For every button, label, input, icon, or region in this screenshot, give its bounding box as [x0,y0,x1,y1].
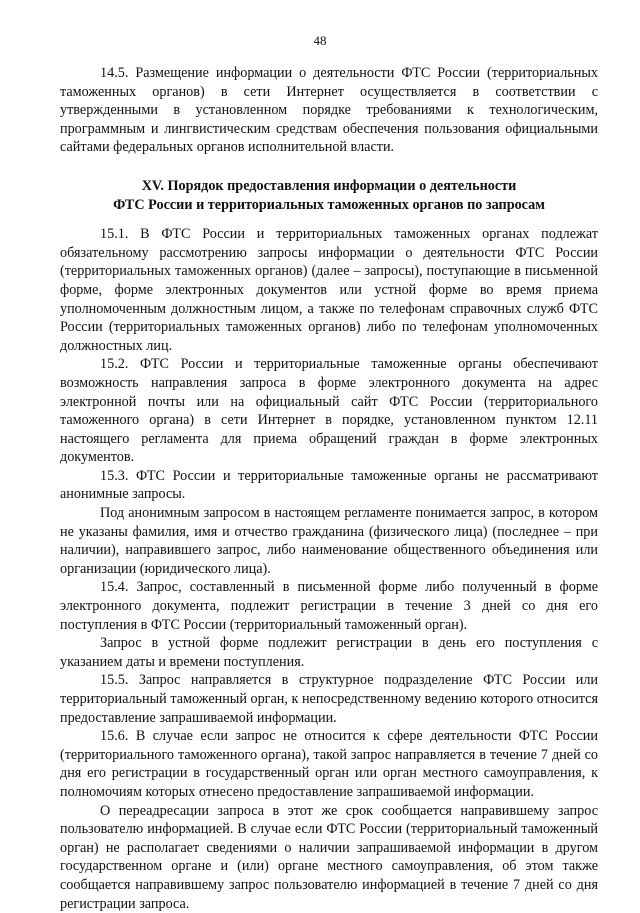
paragraph-15-4: 15.4. Запрос, составленный в письменной форме либо полученный в форме электронного документа, подлежит регистрации в течение 3 дней со дня его поступления в ФТС России (территориальный таможенный орган). [60,579,598,633]
paragraph-15-3: 15.3. ФТС России и территориальные таможенные органы не рассматривают анонимные запросы. [60,467,598,503]
page-number: 48 [313,33,327,48]
spacer [60,214,598,225]
spacer [60,157,598,177]
paragraph-anonymous-definition: Под анонимным запросом в настоящем регламенте понимается запрос, в котором не указаны фамилия, имя и отчество гражданина (физического лица) (последнее – при наличии), направившего запрос, либо наименование общественного объединения или организации (юридического лица). [60,505,598,577]
paragraph-oral-request: Запрос в устной форме подлежит регистрации в день его поступления с указанием даты и времени поступления. [60,635,598,670]
document-body [60,64,598,913]
section-heading-line-1: XV. Порядок предоставления информации о деятельности [141,177,517,194]
paragraph-14-5: 14.5. Размещение информации о деятельности ФТС России (территориальных таможенных органов) в сети Интернет осуществляется в соответствии с утвержденными в установленном порядке требованиями к технологическим, программным и лингвистическим средствам обеспечения пользования официальными сайтами федеральных органов исполнительной власти. [60,65,598,156]
paragraph-15-2: 15.2. ФТС России и территориальные таможенные органы обеспечивают возможность направления запроса в форме электронного документа на адрес электронной почты или на официальный сайт ФТС России (территориального таможенного органа) в сети Интернет в порядке, установленном пунктом 12.11 настоящего регламента для приема обращений граждан в форме электронных документов. [60,356,598,466]
section-heading-line-2: ФТС России и территориальных таможенных органов по запросам [113,196,545,213]
paragraph-15-6: 15.6. В случае если запрос не относится к сфере деятельности ФТС России (территориального таможенного органа), такой запрос направляется в течение 7 дней со дня его регистрации в государственный орган или орган местного самоуправления, к полномочиям которых отнесено предоставление запрашиваемой информации. [60,728,598,800]
paragraph-15-1: 15.1. В ФТС России и территориальных таможенных органах подлежат обязательному рассмотрению запросы информации о деятельности ФТС России (территориальных таможенных органов) (далее – запросы), поступающие в письменной форме, форме электронных документов или устной форме во время приема уполномоченным должностным лицом, а также по телефонам справочных служб ФТС России (территориальных таможенных органов) либо по телефонам уполномоченных должностных лиц. [60,226,598,354]
section-heading [60,177,598,214]
paragraph-15-5: 15.5. Запрос направляется в структурное подразделение ФТС России или территориальный таможенный орган, к непосредственному ведению которого относится предоставление запрашиваемой информации. [60,672,598,726]
paragraph-redirect-notice: О переадресации запроса в этот же срок сообщается направившему запрос пользователю информацией. В случае если ФТС России (территориальный таможенный орган) не располагает сведениями о наличии запрашиваемой информации в другом государственном органе и (или) органе местного самоуправления, об этом также сообщается направившему запрос пользователю информацией в течение 7 дней со дня регистрации запроса. [60,802,598,912]
